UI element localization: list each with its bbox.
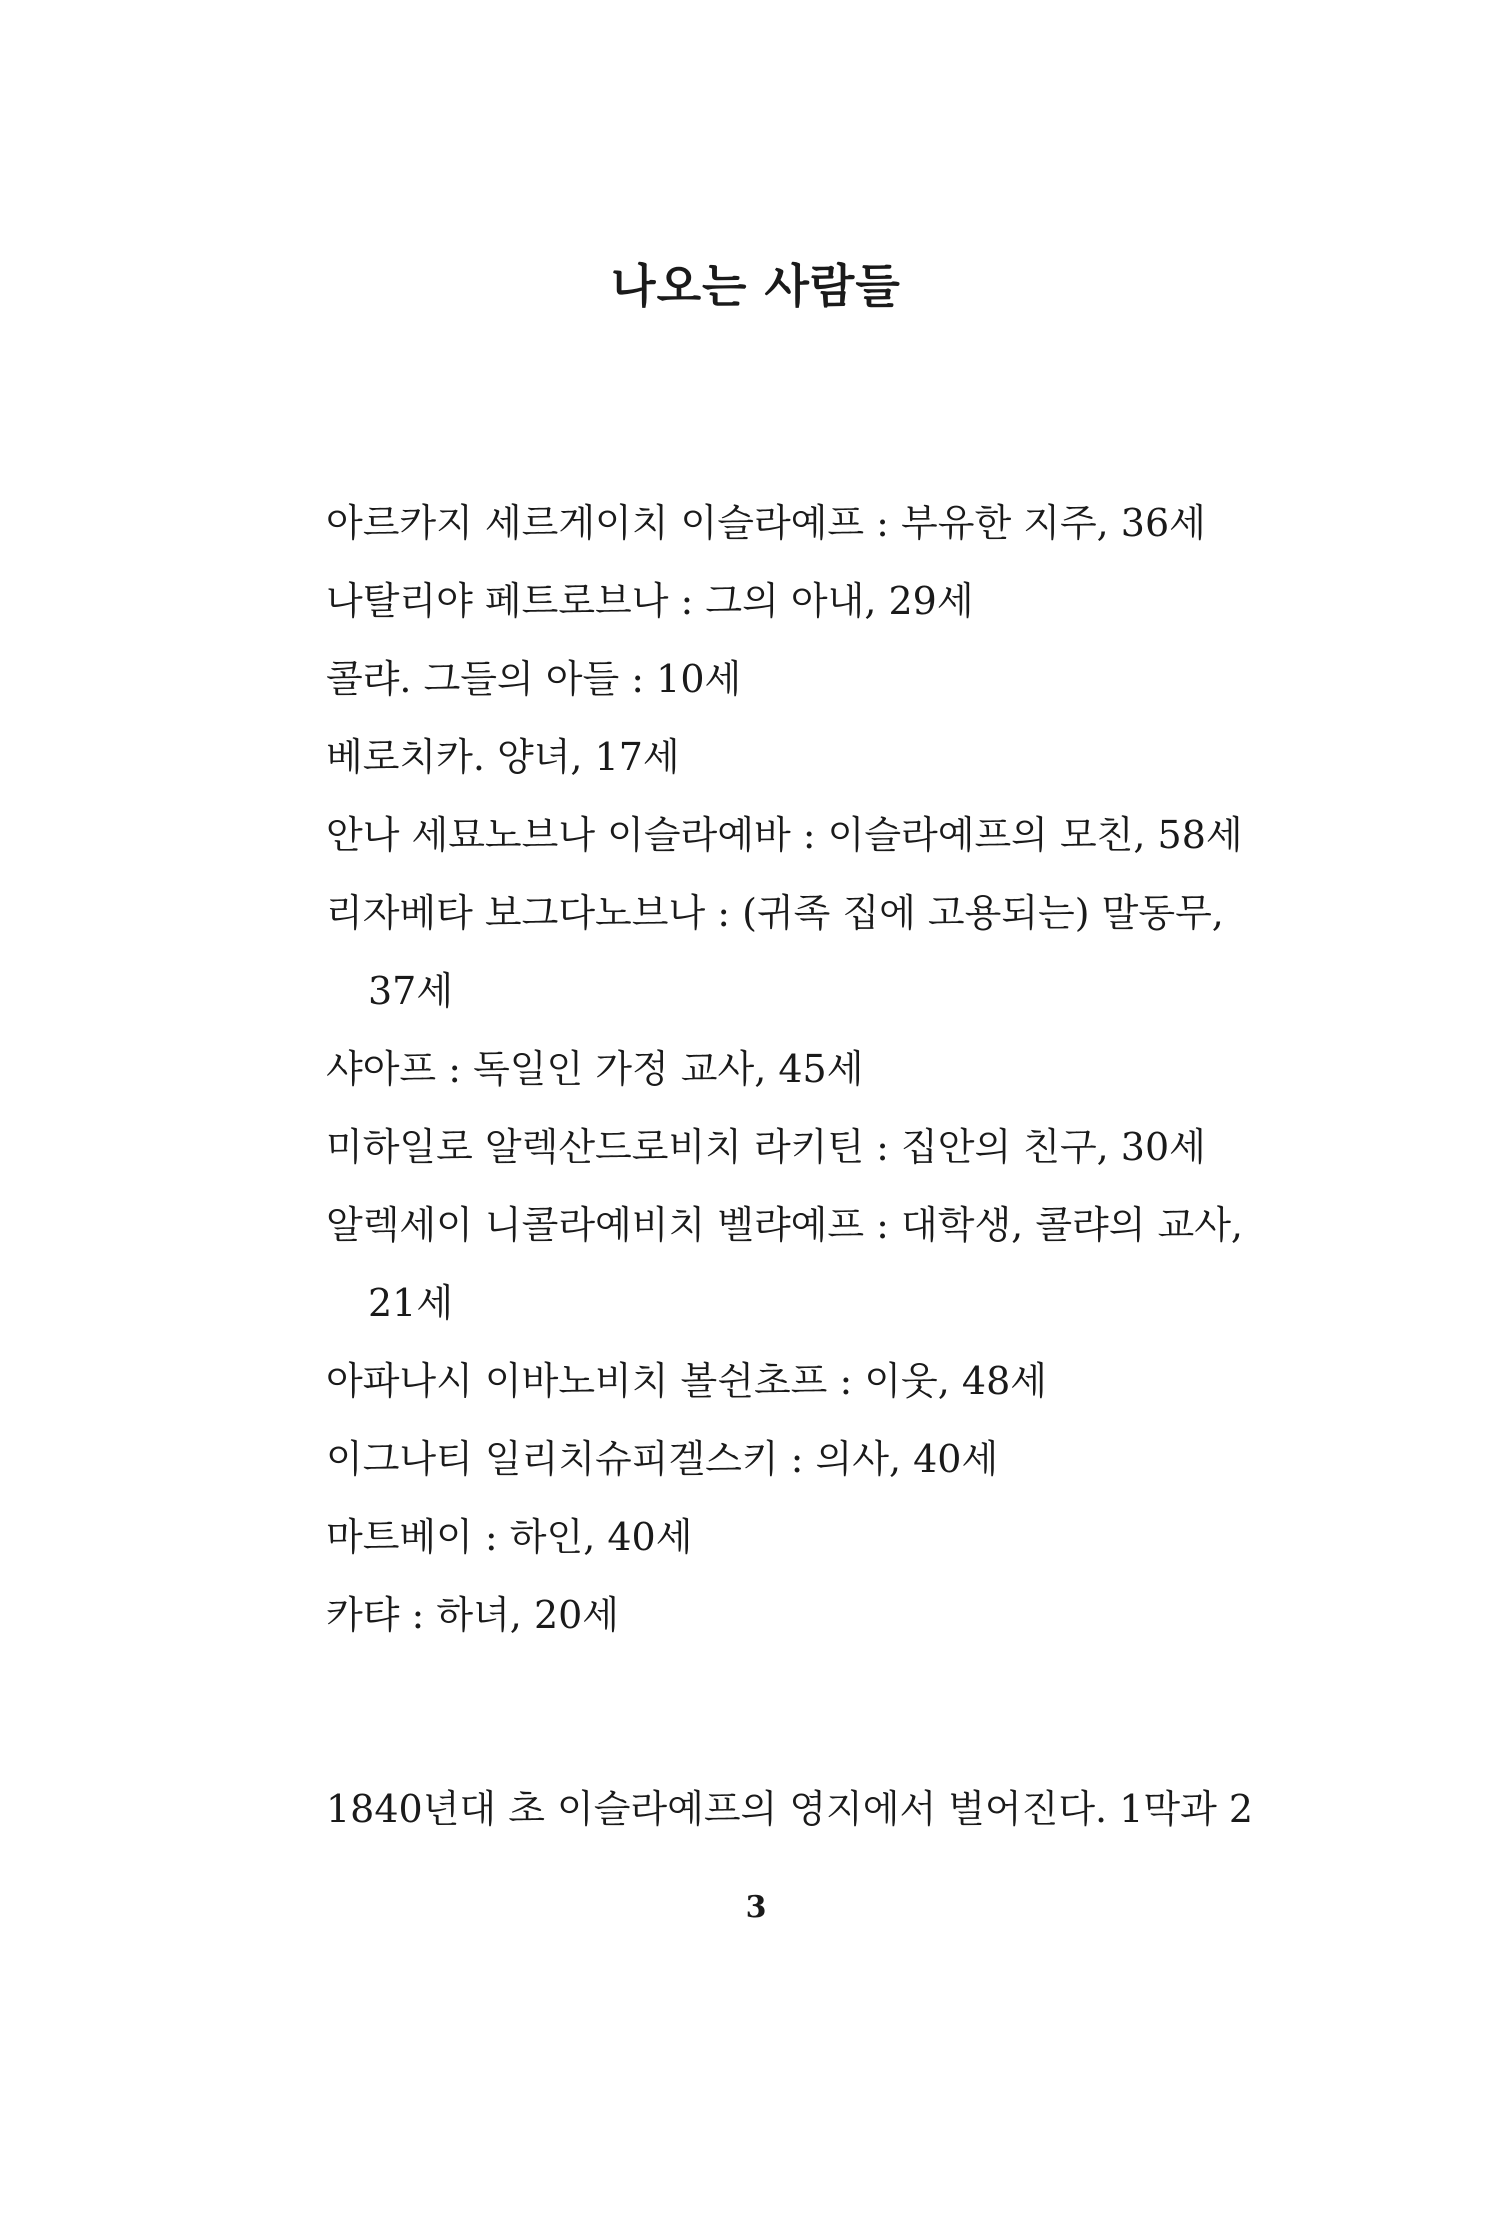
cast-list-item: 리자베타 보그다노브나 : (귀족 집에 고용되는) 말동무, <box>326 891 1224 935</box>
cast-list <box>326 484 1266 1654</box>
cast-list-item: 안나 세묘노브나 이슬라예바 : 이슬라예프의 모친, 58세 <box>326 813 1243 857</box>
cast-list-item-continuation: 21세 <box>368 1281 454 1325</box>
cast-list-item: 아르카지 세르게이치 이슬라예프 : 부유한 지주, 36세 <box>326 501 1206 545</box>
cast-list-item: 나탈리야 페트로브나 : 그의 아내, 29세 <box>326 579 974 623</box>
cast-list-item: 미하일로 알렉산드로비치 라키틴 : 집안의 친구, 30세 <box>326 1125 1206 1169</box>
cast-list-item: 마트베이 : 하인, 40세 <box>326 1515 693 1559</box>
cast-list-item: 카탸 : 하녀, 20세 <box>326 1593 620 1637</box>
cast-list-item: 이그나티 일리치슈피겔스키 : 의사, 40세 <box>326 1437 999 1481</box>
page-title: 나오는 사람들 <box>611 259 901 313</box>
cast-list-item: 알렉세이 니콜라예비치 벨랴예프 : 대학생, 콜랴의 교사, <box>326 1203 1244 1247</box>
cast-list-item-continuation: 37세 <box>368 969 454 1013</box>
cast-list-item: 샤아프 : 독일인 가정 교사, 45세 <box>326 1047 864 1091</box>
cast-list-item: 아파나시 이바노비치 볼쉰초프 : 이웃, 48세 <box>326 1359 1047 1403</box>
setting-paragraph: 1840년대 초 이슬라예프의 영지에서 벌어진다. 1막과 2 <box>326 1787 1254 1831</box>
page-number: 3 <box>745 1890 767 1925</box>
cast-list-item: 베로치카. 양녀, 17세 <box>326 735 680 779</box>
cast-list-item: 콜랴. 그들의 아들 : 10세 <box>326 657 742 701</box>
